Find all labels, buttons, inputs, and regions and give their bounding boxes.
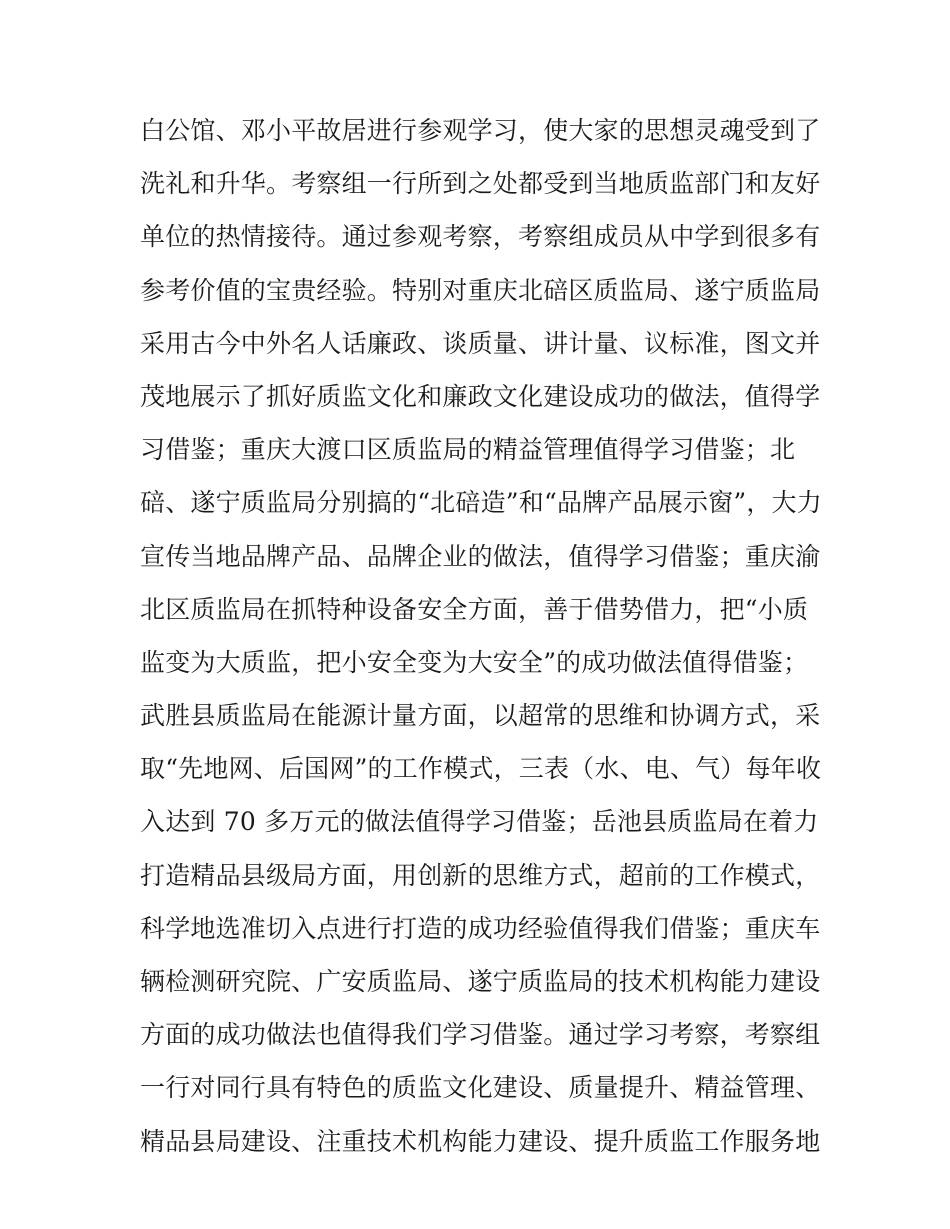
text-line: 精品县局建设、注重技术机构能力建设、提升质监工作服务地 [140,1126,821,1156]
text-line: 白公馆、邓小平故居进行参观学习，使大家的思想灵魂受到了 [140,116,821,145]
text-line: 武胜县质监局在能源计量方面，以超常的思维和协调方式，采 [140,701,821,731]
text-line: 单位的热情接待。通过参观考察，考察组成员从中学到很多有 [140,222,821,252]
text-line: 洗礼和升华。考察组一行所到之处都受到当地质监部门和友好 [140,169,821,199]
text-line: 采用古今中外名人话廉政、谈质量、讲计量、议标准，图文并 [140,328,821,358]
text-line: 北区质监局在抓特种设备安全方面，善于借势借力，把“小质 [140,594,809,624]
text-line: 参考价值的宝贵经验。特别对重庆北碚区质监局、遂宁质监局 [140,275,821,305]
text-line: 取“先地网、后国网”的工作模式，三表（水、电、气）每年收 [140,754,822,784]
text-line: 茂地展示了抓好质监文化和廉政文化建设成功的做法，值得学 [140,381,821,411]
text-line: 监变为大质监，把小安全变为大安全”的成功做法值得借鉴； [140,647,809,677]
text-line: 方面的成功做法也值得我们学习借鉴。通过学习考察，考察组 [140,1020,821,1050]
body-text [140,104,830,1168]
text-line: 入达到 70 多万元的做法值得学习借鉴；岳池县质监局在着力 [140,807,819,837]
text-line: 一行对同行具有特色的质监文化建设、质量提升、精益管理、 [140,1073,821,1103]
text-line: 习借鉴；重庆大渡口区质监局的精益管理值得学习借鉴；北 [140,435,796,465]
text-line: 宣传当地品牌产品、品牌企业的做法，值得学习借鉴；重庆渝 [140,541,821,571]
text-line: 科学地选准切入点进行打造的成功经验值得我们借鉴；重庆车 [140,913,821,943]
text-line: 碚、遂宁质监局分别搞的“北碚造”和“品牌产品展示窗”，大力 [140,488,822,518]
text-line: 打造精品县级局方面，用创新的思维方式，超前的工作模式， [140,860,821,890]
text-line: 辆检测研究院、广安质监局、遂宁质监局的技术机构能力建设 [140,967,821,996]
